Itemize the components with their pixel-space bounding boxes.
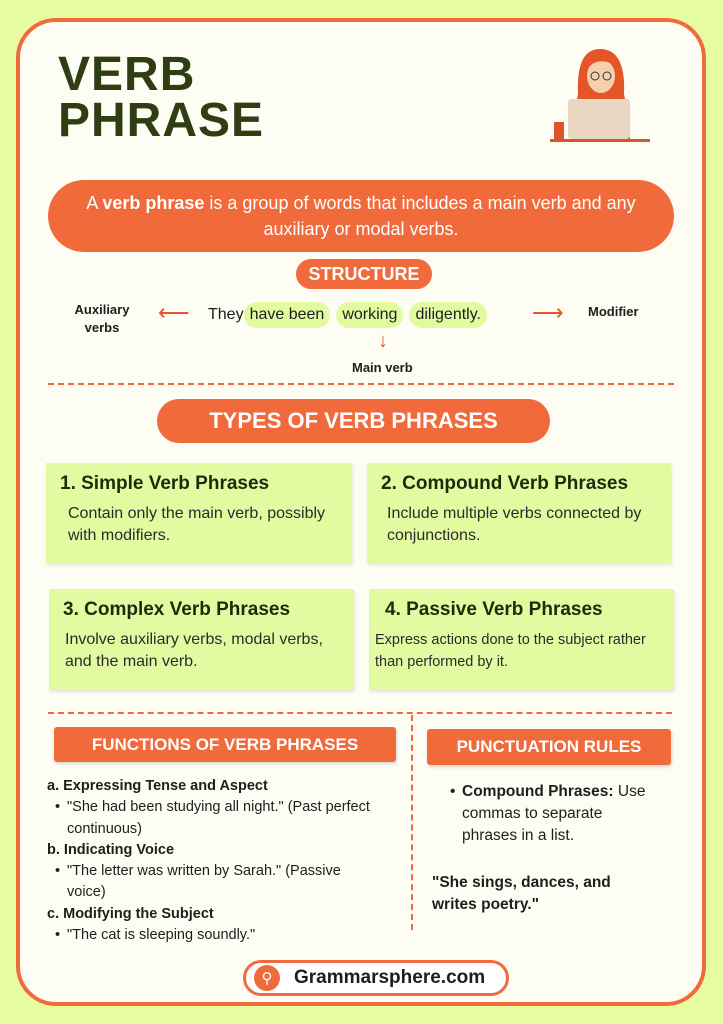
type-description: Contain only the main verb, possibly with modifiers. xyxy=(68,505,326,544)
function-heading: b. Indicating Voice xyxy=(47,841,175,858)
functions-heading: FUNCTIONS OF VERB PHRASES xyxy=(54,727,396,762)
type-card-passive xyxy=(369,589,674,690)
function-example: • "The cat is sleeping soundly." xyxy=(47,925,377,946)
sentence-subject: They xyxy=(208,306,244,323)
arrow-left-icon: ⟵ xyxy=(158,300,190,325)
function-heading: c. Modifying the Subject xyxy=(47,905,214,922)
rule-label: Compound Phrases: xyxy=(462,783,614,800)
woman-laptop-illustration xyxy=(548,44,653,149)
definition-banner xyxy=(48,180,674,252)
punctuation-heading: PUNCTUATION RULES xyxy=(427,729,671,765)
types-heading: TYPES OF VERB PHRASES xyxy=(157,399,550,443)
sentence-main-verb: working xyxy=(336,302,403,328)
type-title: 3. Complex Verb Phrases xyxy=(63,599,291,620)
sentence-auxiliary: have been xyxy=(244,302,331,328)
rule-text: Use commas to separate phrases in a list. xyxy=(462,783,646,844)
type-title: 2. Compound Verb Phrases xyxy=(381,473,629,494)
type-description: Express actions done to the subject rather than performed by it. xyxy=(375,632,646,670)
type-title: 4. Passive Verb Phrases xyxy=(385,599,603,620)
column-divider xyxy=(411,715,413,930)
function-example: • "The letter was written by Sarah." (Passive voice) xyxy=(47,861,377,904)
type-description: Involve auxiliary verbs, modal verbs, and the main verb. xyxy=(65,631,323,670)
website-url[interactable]: Grammarsphere.com xyxy=(294,967,486,988)
type-card-compound xyxy=(367,463,671,563)
modifier-label: Modifier xyxy=(588,304,639,319)
search-icon: ⚲ xyxy=(254,965,280,991)
example-sentence xyxy=(208,302,487,328)
function-heading: a. Expressing Tense and Aspect xyxy=(47,778,268,794)
definition-text: A xyxy=(86,193,103,213)
website-badge[interactable] xyxy=(243,960,509,996)
auxiliary-verbs-label: Auxiliary verbs xyxy=(74,302,130,335)
function-example: • "She had been studying all night." (Past perfect continuous) xyxy=(47,797,377,840)
title-line-1: VERB xyxy=(58,48,196,101)
arrow-down-icon: ↓ xyxy=(378,330,388,352)
definition-text-rest: is a group of words that includes a main verb and any auxiliary or modal verbs. xyxy=(204,193,636,239)
functions-list xyxy=(47,776,377,946)
sentence-modifier: diligently. xyxy=(409,302,487,328)
structure-label: STRUCTURE xyxy=(296,259,432,289)
type-description: Include multiple verbs connected by conjunctions. xyxy=(387,505,642,544)
arrow-right-icon: ⟶ xyxy=(532,300,564,325)
title-line-2: PHRASE xyxy=(58,94,265,147)
punctuation-example: "She sings, dances, and writes poetry." xyxy=(432,874,611,913)
type-title: 1. Simple Verb Phrases xyxy=(60,473,270,494)
type-card-simple xyxy=(46,463,352,563)
divider xyxy=(48,383,674,385)
page-title xyxy=(58,48,265,147)
type-card-complex xyxy=(49,589,354,690)
punctuation-rule xyxy=(442,781,657,847)
divider xyxy=(48,712,672,714)
definition-term: verb phrase xyxy=(102,193,205,213)
main-verb-label: Main verb xyxy=(352,360,413,375)
